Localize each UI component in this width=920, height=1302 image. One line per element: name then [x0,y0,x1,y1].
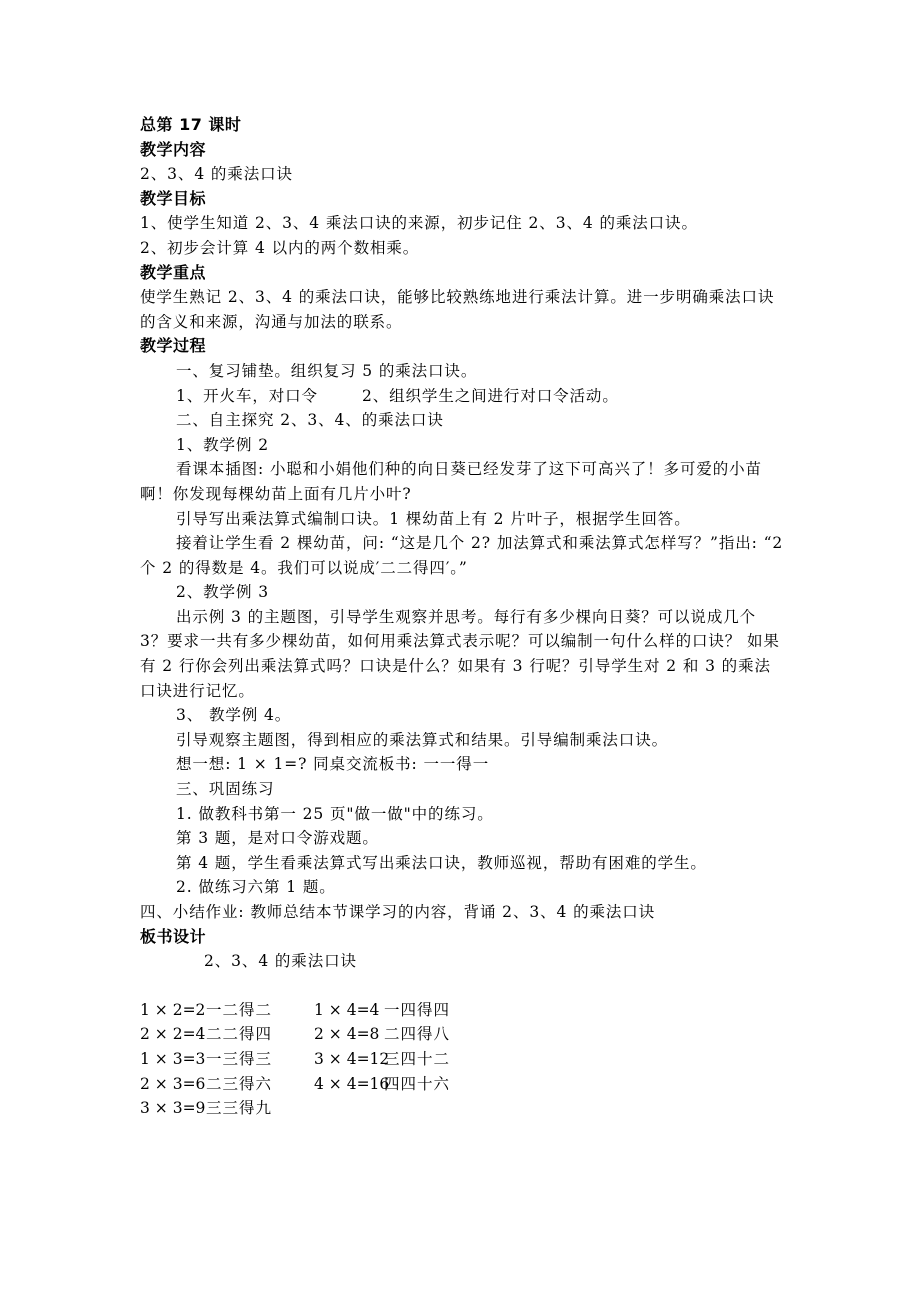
board-equation: 3 × 3=9 [140,1099,206,1118]
explore-example-3-heading: 2、教学例 3 [176,583,269,602]
review-activity-1: 1、开火车，对口令 [176,386,318,405]
board-equation: 2 × 2=4 [140,1025,206,1044]
goal-item-1: 1、使学生知道 2、3、4 乘法口诀的来源，初步记住 2、3、4 的乘法口诀。 [140,214,698,233]
explore-example-2-heading: 1、教学例 2 [176,435,269,454]
practice-item-4: 2. 做练习六第 1 题。 [176,878,336,897]
board-row [140,1022,785,1047]
board-rhyme: 三三得九 [206,1099,273,1118]
explore-paragraph-2: 引导写出乘法算式编制口诀。1 棵幼苗上有 2 片叶子，根据学生回答。 [176,509,691,528]
board-table [140,998,785,1121]
board-rhyme: 一二得二 [206,1000,273,1019]
board-equation: 4 × 4=16 [314,1074,390,1093]
board-equation: 3 × 4=12 [314,1049,390,1068]
explore-paragraph-3: 接着让学生看 2 棵幼苗，问: “这是几个 2? 加法算式和乘法算式怎样写？”指出: “2 个 2 的得数是 4。我们可以说成′二二得四′。” [140,534,784,577]
goals-heading: 教学目标 [140,188,207,208]
goal-item-2: 2、初步会计算 4 以内的两个数相乘。 [140,238,420,257]
lesson-plan-document [140,113,785,1121]
board-row [140,1096,785,1121]
process-step-explore: 二、自主探究 2、3、4、的乘法口诀 [176,411,444,430]
board-rhyme: 二三得六 [206,1074,273,1093]
process-step-review: 一、复习铺垫。组织复习 5 的乘法口诀。 [176,361,478,380]
board-row [140,1072,785,1097]
explore-example-4-heading: 3、 教学例 4。 [176,706,292,725]
board-rhyme: 四四十六 [384,1074,451,1093]
board-rhyme: 三四十二 [384,1049,451,1068]
lesson-number-title: 总第 17 课时 [140,115,242,134]
content-text: 2、3、4 的乘法口诀 [140,165,293,184]
board-rhyme: 二二得四 [206,1025,273,1044]
board-rhyme: 一三得三 [206,1049,273,1068]
key-points-heading: 教学重点 [140,262,207,282]
review-activity-2: 2、组织学生之间进行对口令活动。 [361,386,619,405]
explore-paragraph-6: 想一想: 1 × 1=? 同桌交流板书: 一一得一 [176,755,490,774]
board-equation: 2 × 3=6 [140,1074,206,1093]
content-heading: 教学内容 [140,139,207,159]
board-row [140,1047,785,1072]
practice-item-2: 第 3 题，是对口令游戏题。 [176,829,379,848]
explore-paragraph-5: 引导观察主题图，得到相应的乘法算式和结果。引导编制乘法口诀。 [176,730,669,749]
board-subtitle: 2、3、4 的乘法口诀 [204,952,357,971]
board-row [140,998,785,1023]
board-rhyme: 一四得四 [384,1000,451,1019]
board-equation: 2 × 4=8 [314,1025,380,1044]
process-heading: 教学过程 [140,336,207,356]
explore-paragraph-4: 出示例 3 的主题图，引导学生观察并思考。每行有多少棵向日葵？可以说成几个 3？要求一共有多少棵幼苗，如何用乘法算式表示呢？可以编制一句什么样的口诀？ 如果有 2 行你会列出乘法算式吗？口诀是什么？如果有 3 行呢？引导学生对 2 和 3 的乘法口诀进行记忆。 [140,607,780,700]
board-rhyme: 二四得八 [384,1025,451,1044]
board-equation: 1 × 4=4 [314,1000,380,1019]
explore-paragraph-1: 看课本插图: 小聪和小娟他们种的向日葵已经发芽了这下可高兴了！多可爱的小苗啊！你发现每棵幼苗上面有几片小叶? [140,460,762,503]
process-step-summary: 四、小结作业: 教师总结本节课学习的内容，背诵 2、3、4 的乘法口诀 [140,903,656,921]
process-step-review-activities [140,384,785,409]
practice-item-1: 1. 做教科书第一 25 页"做一做"中的练习。 [176,804,494,823]
key-points-text: 使学生熟记 2、3、4 的乘法口诀，能够比较熟练地进行乘法计算。进一步明确乘法口诀的含义和来源，沟通与加法的联系。 [140,288,775,331]
board-equation: 1 × 2=2 [140,1000,206,1019]
board-equation: 1 × 3=3 [140,1049,206,1068]
process-step-practice: 三、巩固练习 [176,780,275,799]
board-heading: 板书设计 [140,926,207,946]
practice-item-3: 第 4 题，学生看乘法算式写出乘法口诀，教师巡视，帮助有困难的学生。 [176,853,707,872]
